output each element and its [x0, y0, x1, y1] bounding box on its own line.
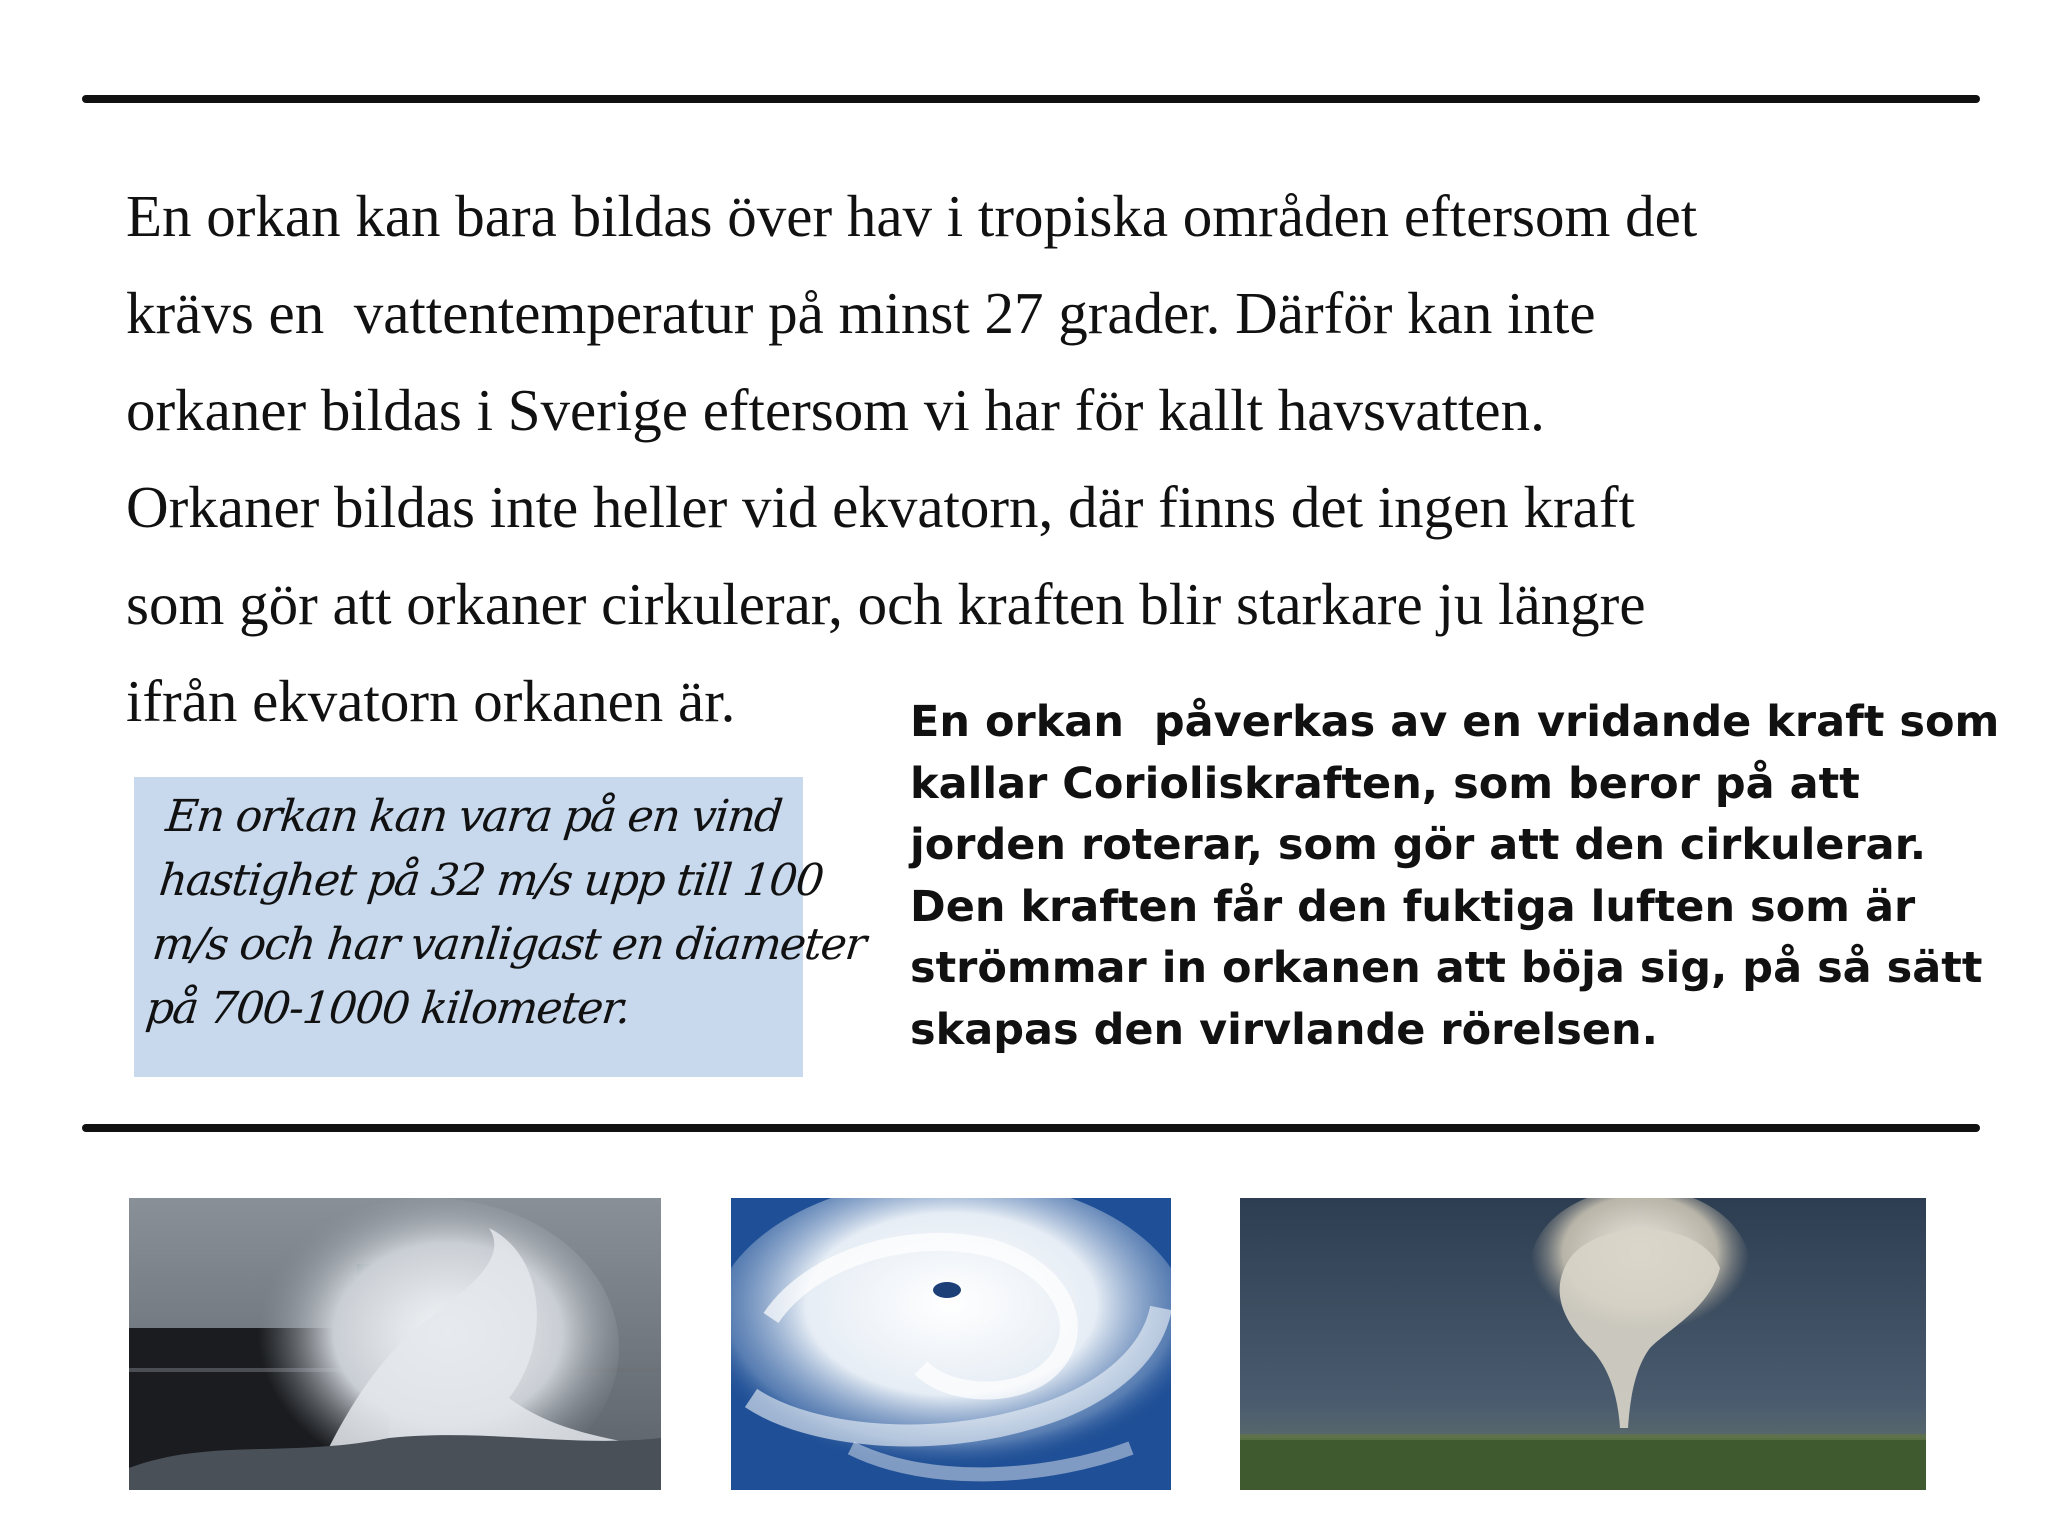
side-line: skapas den virvlande rörelsen. [910, 1004, 1658, 1055]
main-line: som gör att orkaner cirkulerar, och kraften blir starkare ju längre [126, 571, 1646, 637]
wind-speed-fact-box [134, 777, 868, 1077]
main-line: En orkan kan bara bildas över hav i tropiska områden eftersom det [126, 183, 1698, 249]
tornado-photo [1240, 1198, 1926, 1490]
fact-line: hastighet på 32 m/s upp till 100 [156, 855, 826, 906]
side-line: Den kraften får den fuktiga luften som är [910, 881, 1916, 932]
main-line: ifrån ekvatorn orkanen är. [126, 668, 736, 734]
side-line: En orkan påverkas av en vridande kraft som [910, 697, 2000, 747]
hurricane-satellite-icon [731, 1198, 1171, 1490]
side-line: jorden roterar, som gör att den cirkulerar. [910, 820, 1927, 870]
fact-line: m/s och har vanligast en diameter [150, 919, 868, 970]
hurricane-satellite-photo [731, 1198, 1171, 1490]
fact-text [143, 785, 868, 1041]
storm-wave-photo [129, 1198, 661, 1490]
fact-line: på 700-1000 kilometer. [143, 983, 632, 1034]
tornado-icon [1240, 1198, 1926, 1490]
main-line: Orkaner bildas inte heller vid ekvatorn, där finns det ingen kraft [126, 474, 1635, 540]
main-paragraph [126, 168, 1926, 750]
top-divider [82, 95, 1980, 103]
side-line: strömmar in orkanen att böja sig, på så sätt [910, 943, 1983, 993]
main-line: orkaner bildas i Sverige eftersom vi har för kallt havsvatten. [126, 377, 1545, 443]
main-line: krävs en vattentemperatur på minst 27 grader. Därför kan inte [126, 280, 1596, 346]
bottom-divider [82, 1124, 1980, 1132]
side-line: kallar Corioliskraften, som beror på att [910, 758, 1860, 809]
fact-line: En orkan kan vara på en vind [163, 791, 784, 842]
coriolis-paragraph [910, 692, 2000, 1061]
storm-wave-lighthouse-icon [129, 1198, 661, 1490]
